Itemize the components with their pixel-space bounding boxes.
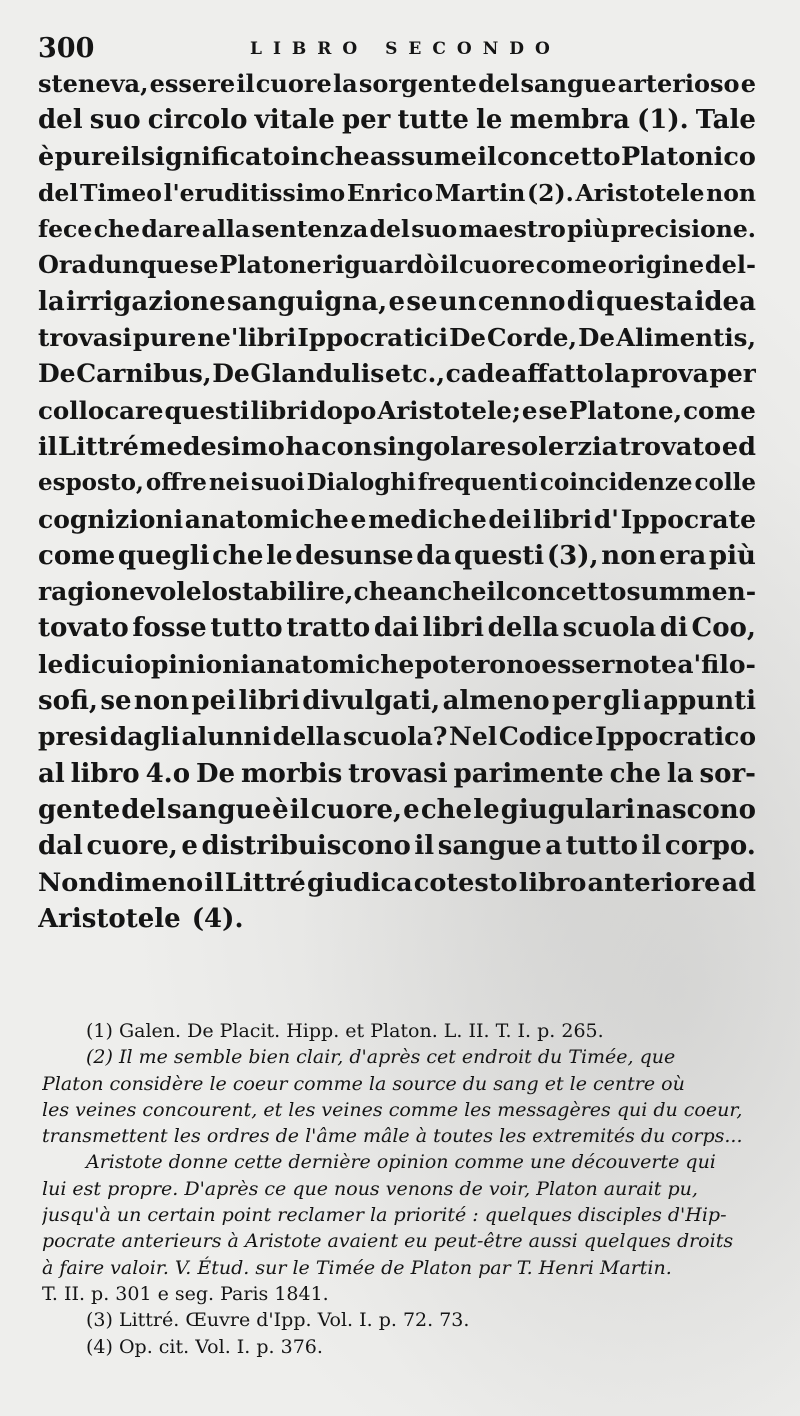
text-line: fece che dare alla sentenza del suo maestro più precisione. [38, 215, 756, 244]
text-line: il Littré medesimo ha con singolare solerzia trovato ed [38, 431, 756, 462]
text-line: la irrigazione sanguigna, e se un cenno di questa idea [38, 286, 756, 317]
footnotes [42, 1018, 764, 1360]
text-line: tovato fosse tutto tratto dai libri della scuola di Coo, [38, 613, 756, 644]
footnote-1: (1) Galen. De Placit. Hipp. et Platon. L. II. T. I. p. 265. [86, 1020, 604, 1042]
text-line: al libro 4.o De morbis trovasi parimente che la sor- [38, 758, 756, 789]
text-line: del Timeo l'eruditissimo Enrico Martin (2). Aristotele non [38, 178, 756, 207]
footnote-line: les veines concourent, et les veines comme les messagères qui du coeur, [42, 1098, 743, 1121]
text-line: ragionevole lo stabilire, che anche il concetto summen- [38, 577, 756, 607]
footnote-3: (3) Littré. Œuvre d'Ipp. Vol. I. p. 72. 73. [86, 1309, 470, 1332]
footnote-line: pocrate anterieurs à Aristote avaient eu peut-être aussi quelques droits [42, 1230, 734, 1253]
text-line: esposto, offre nei suoi Dialoghi frequenti coincidenze colle [38, 469, 756, 497]
text-line: cognizioni anatomiche e mediche dei libri d' Ippocrate [38, 504, 756, 534]
text-line: Ora dunque se Platone riguardò il cuore come origine del- [38, 250, 756, 280]
text-line: le di cui opinioni anatomiche poterono esser note a'filo- [38, 649, 756, 679]
text-line: gente del sangue è il cuore, e che le giugulari nascono [38, 794, 756, 825]
text-line: è pure il significato in che assume il concetto Platonico [38, 141, 756, 172]
text-line: Aristotele (4). [38, 903, 244, 934]
text-line: come quegli che le desunse da questi (3), non era più [38, 540, 756, 571]
footnote-line: Platon considère le coeur comme la source du sang et le centre où [42, 1072, 685, 1095]
text-line: trovasi pure ne'libri Ippocratici De Corde, De Alimentis, [38, 323, 756, 353]
text-line: steneva, essere il cuore la sorgente del sangue arterioso e [38, 69, 756, 98]
text-line: Nondimeno il Littré giudica cotesto libro anteriore ad [38, 867, 756, 898]
footnote-2: (2) Il me semble bien clair, d'après cet endroit du Timée, que [86, 1046, 676, 1069]
section-title: LIBRO SECONDO [250, 39, 561, 59]
page-number: 300 [38, 33, 95, 64]
footnote-line: transmettent les ordres de l'âme mâle à toutes les extremités du corps... [42, 1125, 743, 1148]
text-line: De Carnibus, De Glandulis etc., cade affatto la prova per [38, 359, 756, 389]
footnote-4: (4) Op. cit. Vol. I. p. 376. [86, 1335, 323, 1358]
main-text [38, 66, 756, 937]
text-line: presi dagli alunni della scuola? Nel Codice Ippocratico [38, 722, 756, 752]
text-line: dal cuore, e distribuiscono il sangue a tutto il corpo. [38, 831, 756, 862]
text-line: collocare questi libri dopo Aristotele; e se Platone, come [38, 395, 756, 425]
text-line: sofi, se non pei libri divulgati, almeno per gli appunti [38, 686, 756, 717]
footnote-line: à faire valoir. V. Étud. sur le Timée de Platon par T. Henri Martin. [42, 1256, 672, 1279]
footnote-line: Aristote donne cette dernière opinion comme une découverte qui [86, 1151, 716, 1174]
footnote-line: lui est propre. D'après ce que nous venons de voir, Platon aurait pu, [42, 1177, 698, 1200]
running-head [38, 33, 768, 67]
text-line: del suo circolo vitale per tutte le membra (1). Tale [38, 105, 756, 136]
footnote-line: T. II. p. 301 e seg. Paris 1841. [42, 1282, 329, 1305]
footnote-line: jusqu'à un certain point reclamer la priorité : quelques disciples d'Hip- [42, 1204, 727, 1227]
